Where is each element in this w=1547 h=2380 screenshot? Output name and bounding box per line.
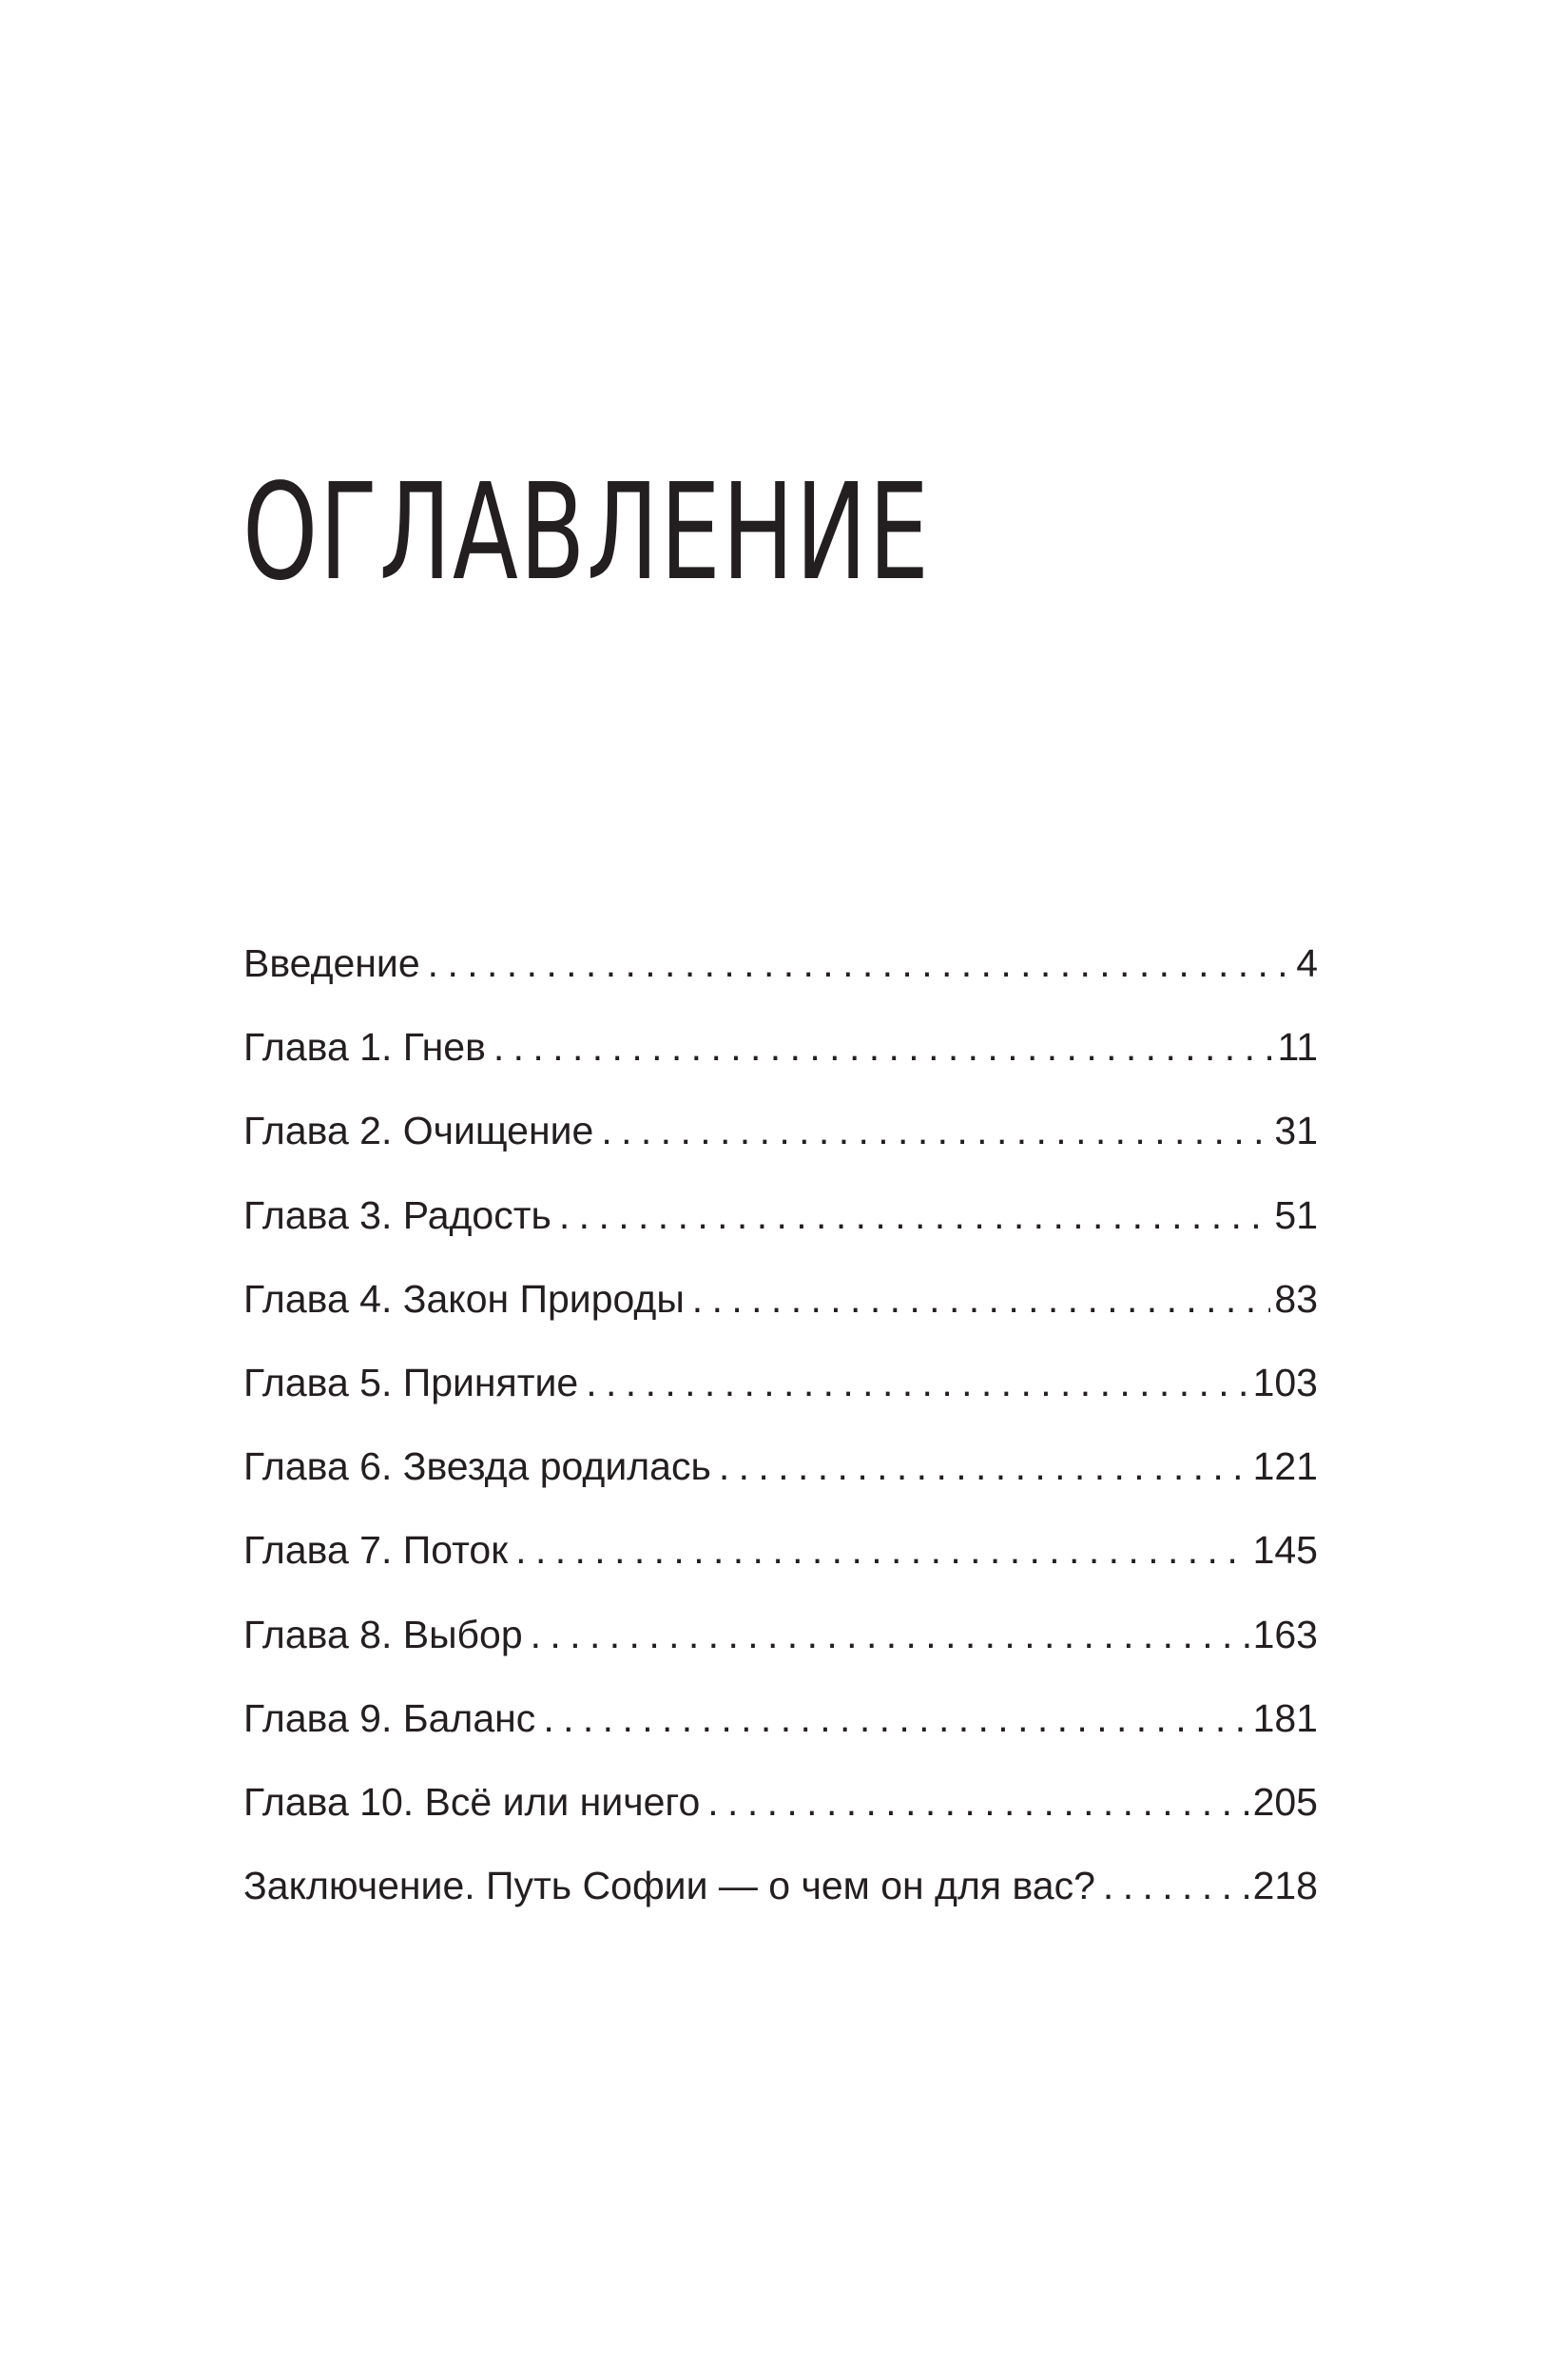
toc-entry-title: Глава 6. Звезда родилась — [243, 1444, 711, 1489]
dot-leader — [535, 1687, 1248, 1750]
dot-leader — [578, 1351, 1248, 1414]
toc-page-number: 205 — [1252, 1779, 1318, 1824]
toc-entry-title: Глава 3. Радость — [243, 1192, 551, 1237]
toc-entry-title: Глава 9. Баланс — [243, 1695, 536, 1740]
toc-entry-title: Глава 4. Закон Природы — [243, 1276, 685, 1321]
toc-entry-title: Заключение. Путь Софии — о чем он для вас? — [243, 1864, 1095, 1908]
toc-entry-chapter-2 — [243, 1099, 1318, 1183]
dot-leader — [486, 1016, 1274, 1078]
toc-page-number: 181 — [1252, 1695, 1318, 1740]
toc-entry-chapter-10 — [243, 1770, 1318, 1854]
toc-page-number: 218 — [1252, 1864, 1318, 1908]
dot-leader — [420, 932, 1293, 995]
dot-leader — [685, 1267, 1271, 1330]
toc-entry-title: Глава 5. Принятие — [243, 1360, 579, 1404]
toc-entry-chapter-4 — [243, 1267, 1318, 1351]
toc-entry-title: Глава 1. Гнев — [243, 1025, 486, 1070]
toc-entry-chapter-1 — [243, 1016, 1318, 1099]
dot-leader — [1095, 1854, 1249, 1917]
toc-page-number: 121 — [1252, 1444, 1318, 1489]
dot-leader — [551, 1184, 1271, 1247]
toc-entry-conclusion — [243, 1854, 1318, 1938]
toc-entry-chapter-7 — [243, 1519, 1318, 1602]
toc-entry-chapter-5 — [243, 1351, 1318, 1435]
toc-entry-chapter-3 — [243, 1184, 1318, 1267]
toc-entry-title: Глава 10. Всё или ничего — [243, 1779, 701, 1824]
toc-entry-chapter-9 — [243, 1687, 1318, 1770]
toc-heading: ОГЛАВЛЕНИЕ — [242, 455, 931, 610]
dot-leader — [711, 1435, 1249, 1498]
toc-entry-introduction — [243, 932, 1318, 1016]
toc-page-number: 4 — [1296, 941, 1318, 985]
toc-entry-chapter-8 — [243, 1603, 1318, 1687]
toc-page-number: 83 — [1274, 1276, 1318, 1321]
toc-page-number: 103 — [1252, 1360, 1318, 1404]
toc-entry-title: Глава 7. Поток — [243, 1528, 509, 1573]
toc-entry-chapter-6 — [243, 1435, 1318, 1519]
dot-leader — [523, 1603, 1249, 1666]
toc-page-number: 163 — [1252, 1612, 1318, 1656]
toc-page-number: 145 — [1252, 1528, 1318, 1573]
toc-entry-title: Глава 2. Очищение — [243, 1109, 594, 1153]
toc-list — [243, 932, 1318, 1938]
dot-leader — [700, 1770, 1248, 1833]
toc-page-number: 11 — [1277, 1025, 1318, 1070]
dot-leader — [508, 1519, 1248, 1581]
toc-page-number: 31 — [1274, 1109, 1318, 1153]
toc-page-number: 51 — [1274, 1192, 1318, 1237]
toc-entry-title: Введение — [243, 941, 420, 985]
toc-entry-title: Глава 8. Выбор — [243, 1612, 523, 1656]
dot-leader — [593, 1099, 1270, 1162]
